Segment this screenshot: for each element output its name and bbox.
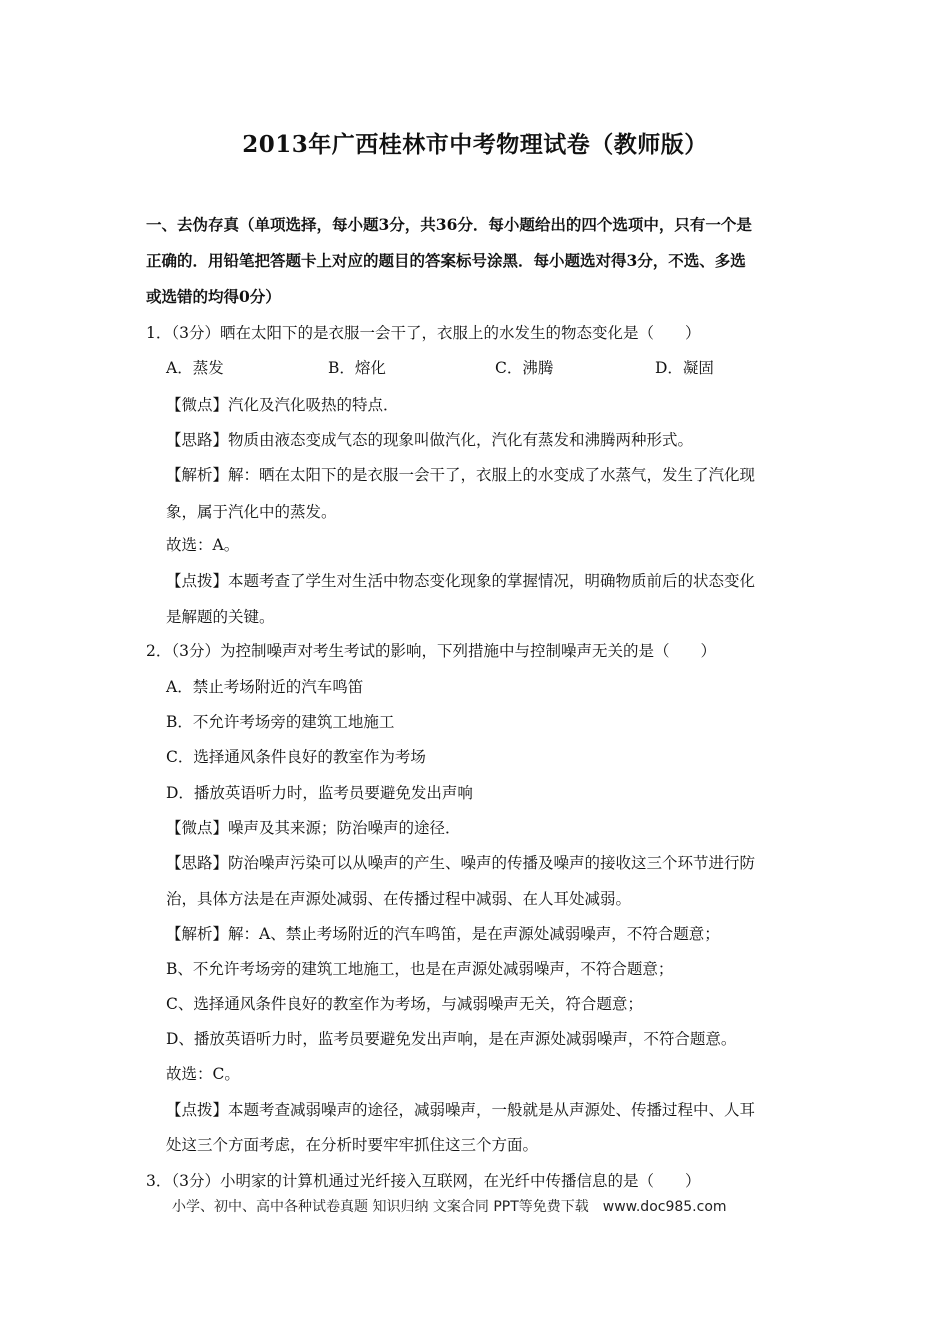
- section-heading-line-1: 一、去伪存真（单项选择，每小题3分，共36分．每小题给出的四个选项中，只有一个是: [146, 215, 752, 234]
- question-1-jiexi-line-2: 象，属于汽化中的蒸发。: [166, 503, 337, 521]
- question-2-answer: 故选：C。: [166, 1065, 240, 1083]
- question-3-stem: 3．（3分）小明家的计算机通过光纤接入互联网，在光纤中传播信息的是（ ）: [146, 1172, 701, 1190]
- question-1-silu: 【思路】物质由液态变成气态的现象叫做汽化，汽化有蒸发和沸腾两种形式。: [166, 431, 694, 449]
- question-2-option-d: D．播放英语听力时，监考员要避免发出声响: [166, 784, 473, 802]
- question-2-dianbo-line-1: 【点拨】本题考查减弱噪声的途径，减弱噪声，一般就是从声源处、传播过程中、人耳: [166, 1101, 756, 1119]
- page-title: 2013年广西桂林市中考物理试卷（教师版）: [242, 131, 708, 158]
- question-1-dianbo-line-1: 【点拨】本题考查了学生对生活中物态变化现象的掌握情况，明确物质前后的状态变化: [166, 572, 756, 590]
- question-2-dianbo-line-2: 处这三个方面考虑，在分析时要牢牢抓住这三个方面。: [166, 1136, 539, 1154]
- section-heading-line-2: 正确的．用铅笔把答题卡上对应的题目的答案标号涂黑．每小题选对得3分，不选、多选: [146, 251, 746, 270]
- question-1-stem: 1．（3分）晒在太阳下的是衣服一会干了，衣服上的水发生的物态变化是（ ）: [146, 324, 701, 342]
- question-1-dianbo-line-2: 是解题的关键。: [166, 608, 275, 626]
- section-heading-line-3: 或选错的均得0分）: [146, 287, 281, 306]
- question-2-jiexi-line-3: C、选择通风条件良好的教室作为考场，与减弱噪声无关，符合题意；: [166, 995, 643, 1013]
- question-2-jiexi-line-4: D、播放英语听力时，监考员要避免发出声响，是在声源处减弱噪声，不符合题意。: [166, 1030, 737, 1048]
- question-2-jiexi-line-2: B、不允许考场旁的建筑工地施工，也是在声源处减弱噪声，不符合题意；: [166, 960, 674, 978]
- question-1-jiexi-line-1: 【解析】解：晒在太阳下的是衣服一会干了，衣服上的水变成了水蒸气，发生了汽化现: [166, 466, 756, 484]
- question-1-option-a: A．蒸发: [166, 359, 224, 377]
- question-2-weidian: 【微点】噪声及其来源；防治噪声的途径．: [166, 819, 461, 837]
- question-2-stem: 2．（3分）为控制噪声对考生考试的影响，下列措施中与控制噪声无关的是（ ）: [146, 642, 716, 660]
- question-2-option-c: C．选择通风条件良好的教室作为考场: [166, 748, 426, 766]
- question-2-silu-line-1: 【思路】防治噪声污染可以从噪声的产生、噪声的传播及噪声的接收这三个环节进行防: [166, 854, 756, 872]
- question-2-silu-line-2: 治，具体方法是在声源处减弱、在传播过程中减弱、在人耳处减弱。: [166, 890, 632, 908]
- question-2-option-a: A．禁止考场附近的汽车鸣笛: [166, 678, 364, 696]
- question-1-answer: 故选：A。: [166, 536, 240, 554]
- question-2-jiexi-line-1: 【解析】解：A、禁止考场附近的汽车鸣笛，是在声源处减弱噪声，不符合题意；: [166, 925, 720, 943]
- footer-advert: 小学、初中、高中各种试卷真题 知识归纳 文案合同 PPT等免费下载 www.doc985.com: [172, 1199, 727, 1215]
- question-1-option-b: B．熔化: [328, 359, 386, 377]
- question-2-option-b: B．不允许考场旁的建筑工地施工: [166, 713, 395, 731]
- question-1-weidian: 【微点】汽化及汽化吸热的特点．: [166, 396, 399, 414]
- question-1-option-d: D．凝固: [655, 359, 714, 377]
- question-1-option-c: C．沸腾: [495, 359, 554, 377]
